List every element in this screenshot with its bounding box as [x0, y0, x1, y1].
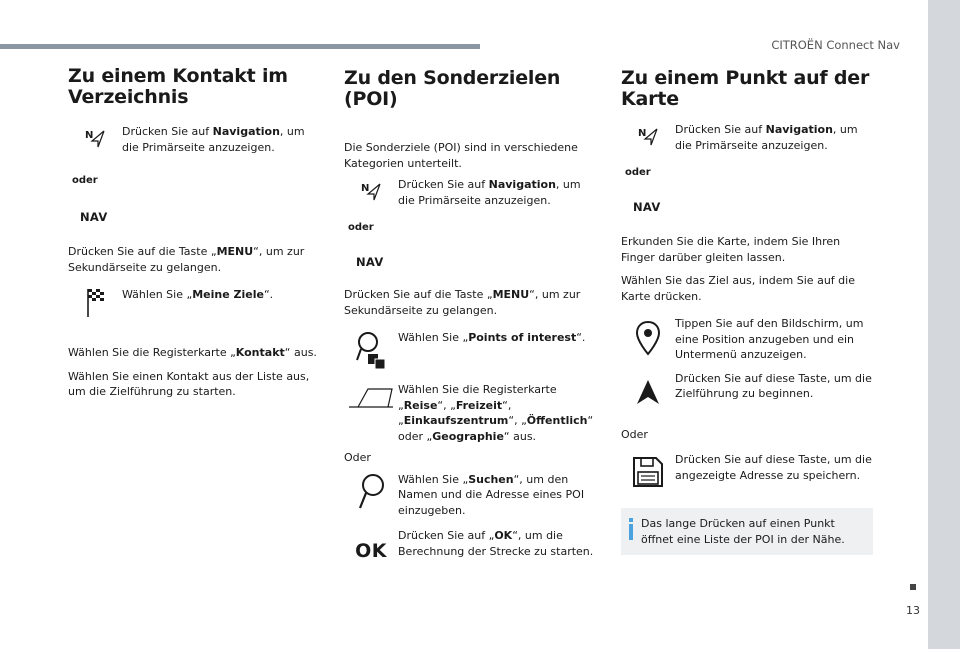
column-map-point — [621, 66, 875, 555]
magnifier-icon — [344, 472, 398, 512]
step-start-guidance — [621, 371, 875, 405]
svg-text:N: N — [638, 128, 647, 139]
step-contact-list-text: Wählen Sie einen Kontakt aus der Liste aus, um die Zielführung zu starten. — [68, 369, 310, 398]
step-kontakt-text: Wählen Sie die Registerkarte „Kontakt“ aus. — [68, 346, 317, 359]
section-title-poi: Zu den Sonderzielen (POI) — [344, 67, 561, 110]
step-menu-text: Drücken Sie auf die Taste „MENU“, um zur Sekundärseite zu gelangen. — [68, 245, 305, 274]
info-icon — [621, 516, 641, 547]
page-number: 13 — [906, 604, 920, 617]
step-meine-ziele — [68, 287, 318, 319]
oder-label: oder — [625, 167, 651, 178]
svg-text:N: N — [85, 130, 94, 141]
tab-icon — [344, 382, 398, 408]
step-save-address — [621, 452, 875, 488]
column-poi — [344, 66, 594, 562]
poi-search-icon — [344, 330, 398, 370]
step-register-tabs-text: Wählen Sie die Registerkarte „Reise“, „Freizeit“, „Einkaufszentrum“, „Öffentlich“ oder „Geographie“ aus. — [398, 383, 594, 443]
navigation-arrow-icon — [344, 177, 398, 201]
svg-text:N: N — [361, 183, 370, 194]
step-poi — [344, 330, 594, 370]
ok-button-label-cell — [344, 528, 398, 562]
step-start-guidance-text: Drücken Sie auf diese Taste, um die Zielführung zu beginnen. — [675, 371, 872, 400]
select-target-text: Wählen Sie das Ziel aus, indem Sie auf die Karte drücken. — [621, 274, 855, 303]
step-tap-screen-text: Tippen Sie auf den Bildschirm, um eine Position anzugeben und ein Untermenü anzuzeigen. — [675, 317, 864, 361]
navigation-arrow-icon — [68, 124, 122, 148]
oder-label-2: Oder — [621, 427, 648, 441]
step-navigation-text: Drücken Sie auf Navigation, um die Primärseite anzuzeigen. — [122, 125, 305, 154]
navigation-arrow-icon — [621, 122, 675, 146]
column-contact — [68, 66, 318, 400]
step-register-tabs — [344, 382, 594, 444]
step-navigation-text: Drücken Sie auf Navigation, um die Primärseite anzuzeigen. — [398, 178, 581, 207]
oder-label-2: Oder — [344, 451, 371, 464]
step-save-address-text: Drücken Sie auf diese Taste, um die angezeigte Adresse zu speichern. — [675, 453, 872, 482]
explore-map-text: Erkunden Sie die Karte, indem Sie Ihren Finger darüber gleiten lassen. — [621, 235, 841, 264]
page-marker — [910, 584, 916, 590]
step-poi-text: Wählen Sie „Points of interest“. — [398, 331, 586, 344]
start-navigation-icon — [621, 371, 675, 405]
step-menu-text: Drücken Sie auf die Taste „MENU“, um zur Sekundärseite zu gelangen. — [344, 288, 581, 317]
step-ok-text: Drücken Sie auf „OK“, um die Berechnung der Strecke zu starten. — [398, 529, 594, 558]
save-floppy-icon — [621, 452, 675, 488]
step-navigation — [68, 124, 318, 155]
checkered-flag-icon — [68, 287, 122, 319]
nav-button-label: NAV — [633, 200, 661, 214]
section-title-contact: Zu einem Kontakt im Verzeichnis — [68, 65, 288, 108]
step-suchen-text: Wählen Sie „Suchen“, um den Namen und die Adresse eines POI einzugeben. — [398, 472, 585, 517]
location-pin-icon — [621, 316, 675, 356]
step-navigation — [621, 122, 875, 153]
info-box — [621, 508, 873, 555]
step-navigation-text: Drücken Sie auf Navigation, um die Primärseite anzuzeigen. — [675, 123, 858, 152]
step-navigation — [344, 177, 594, 208]
step-tap-screen — [621, 316, 875, 363]
step-suchen — [344, 472, 594, 519]
header-rule — [0, 44, 480, 49]
step-ok — [344, 528, 594, 562]
nav-button-label: NAV — [80, 210, 108, 224]
info-text: Das lange Drücken auf einen Punkt öffnet eine Liste der POI in der Nähe. — [641, 517, 845, 546]
ok-button-label: OK — [355, 540, 387, 562]
nav-button-label: NAV — [356, 255, 384, 269]
oder-label: oder — [72, 175, 98, 186]
step-meine-ziele-text: Wählen Sie „Meine Ziele“. — [122, 288, 274, 301]
oder-label: oder — [348, 222, 374, 233]
header-brand: CITROËN Connect Nav — [771, 38, 900, 52]
section-title-map: Zu einem Punkt auf der Karte — [621, 67, 870, 110]
side-strip — [928, 0, 960, 649]
poi-intro-text: Die Sonderziele (POI) sind in verschiedene Kategorien unterteilt. — [344, 141, 578, 170]
